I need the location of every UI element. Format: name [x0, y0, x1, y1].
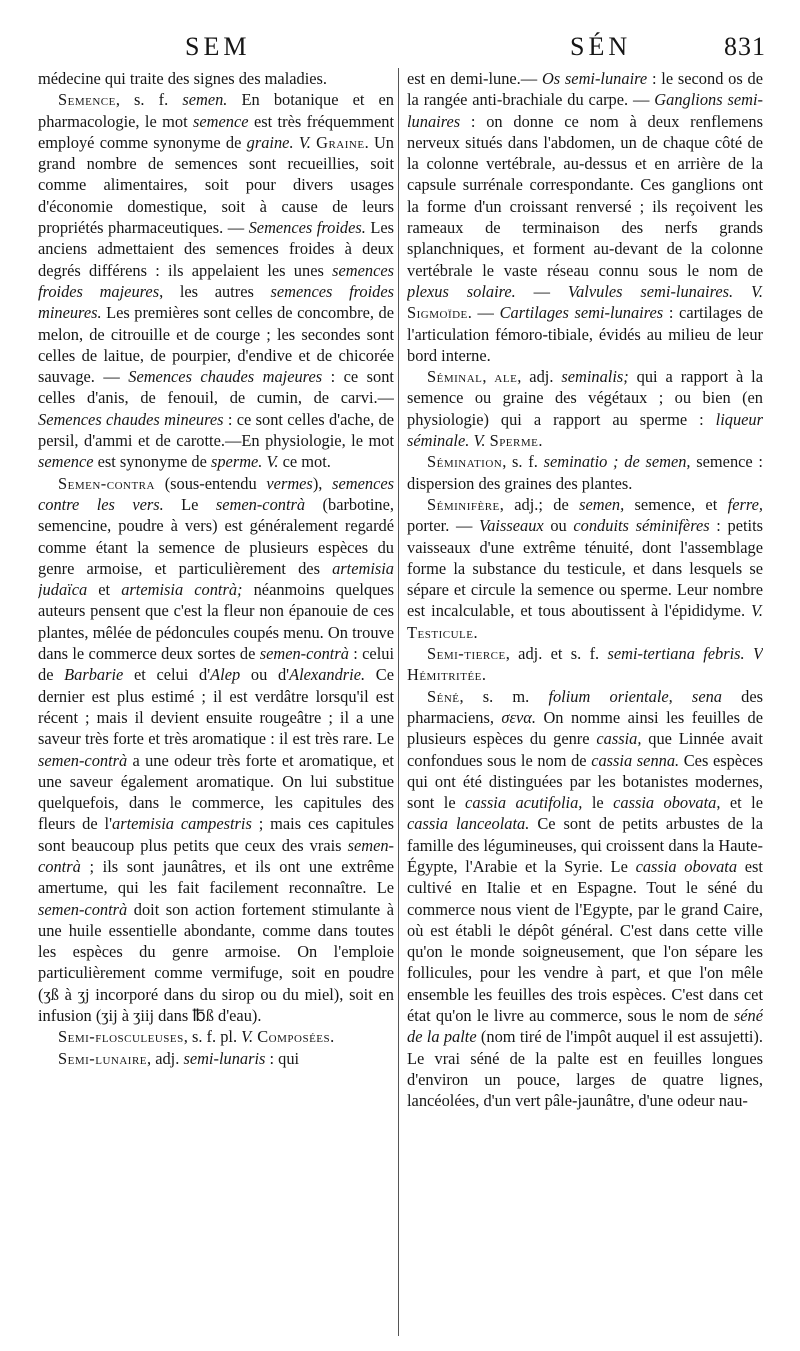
dictionary-entry — [38, 89, 394, 472]
entry-text: : petits vaisseaux d'une extrême ténuité, dont l'assemblage forme la substance du testicule, et dans lesquels se sépare et circule la semence ou sperme. Leur nombre est incalculable, et tous aboutissent à l'épididyme. — [407, 516, 763, 621]
entry-text: des pharmaciens, — [407, 686, 763, 727]
italic-text: semen, — [579, 494, 625, 514]
entry-text: : cartilages de l'articulation fémoro-tibiale, évidés au milieu de leur bord interne. — [407, 303, 763, 365]
entry-text: : celui de — [38, 644, 394, 685]
italic-text: cassia obovata — [635, 856, 738, 876]
entry-headword: Séné — [427, 686, 460, 706]
entry-text: Ce sont de petits arbustes de la famille des légumineuses, qui croissent dans la Haute-Égypte, l'Arabie et la Syrie. Le — [407, 814, 763, 876]
italic-text: Valvules semi-lunaires. V. — [567, 281, 763, 301]
italic-text: Semences chaudes majeures — [128, 367, 323, 387]
entry-text: ), — [312, 473, 333, 493]
header-left-word: SEM — [185, 32, 251, 61]
entry-text: (barbotine, semencine, poudre à vers) est généralement regardé comme étant la semence de plusieurs espèces du genre armoise, et particulièrement des — [38, 494, 394, 578]
entry-headword: Semi-flosculeuses — [58, 1027, 184, 1047]
italic-text: Alexandrie. — [289, 665, 366, 685]
entry-text: . — [330, 1027, 335, 1047]
italic-text: cassia, — [596, 729, 642, 749]
entry-text: et celui d' — [123, 665, 211, 685]
entry-text: , s. m. — [459, 686, 549, 706]
italic-text: folium orientale, sena — [548, 686, 722, 706]
italic-text: artemisia contrà; — [121, 580, 243, 600]
entry-text: — — [515, 281, 568, 301]
entry-headword: Semen-contra — [58, 473, 155, 493]
entry-text: ; mais ces capitules sont beaucoup plus petits que ceux des vrais — [38, 814, 394, 855]
dictionary-entry — [407, 686, 763, 1112]
entry-headword: Séminifère — [427, 494, 500, 514]
dictionary-entry — [407, 643, 763, 686]
italic-text: plexus solaire. — [407, 281, 516, 301]
entry-text: le — [582, 793, 614, 813]
italic-text: Barbarie — [64, 665, 124, 685]
entry-text: a une odeur très forte et aromatique, et une saveur également aromatique. On lui substitue quelquefois, dans le commerce, les capitules des fleurs de l' — [38, 750, 394, 834]
italic-text: artemisia judaïca — [38, 558, 394, 600]
italic-text: artemisia campestris — [112, 814, 252, 834]
dictionary-entry — [407, 366, 763, 451]
entry-text: Les anciens admettaient des semences froides à deux degrés différens : ils appelaient les unes — [38, 218, 394, 280]
entry-text: Ces espèces qui ont été distinguées par les botanistes modernes, sont le — [407, 750, 763, 813]
italic-text: semences froides majeures — [38, 260, 394, 301]
entry-text: : on donne ce nom à deux renflemens nerveux situés dans l'abdomen, un de chaque côté de la colonne vertébrale, au-dessus et en arrière de la capsule surrénale correspondante. Ces ganglions ont la forme d'un croissant renversé ; ils reçoivent les rameaux de terminaison des nerfs grands splanchniques, et forment au-devant de la colonne vertébrale le vaste réseau connu sous le nom de — [407, 111, 763, 280]
italic-text: semences contre les vers. — [38, 473, 394, 514]
dictionary-entry — [38, 473, 394, 1027]
entry-text: , adj. — [517, 367, 562, 387]
entry-text: (sous-entendu — [154, 473, 267, 493]
entry-text: Le — [163, 494, 216, 514]
dictionary-entry — [38, 68, 394, 89]
entry-text: : ce sont celles d'ache, de persil, d'ammi et de carotte.—En physiologie, le mot — [38, 409, 394, 451]
italic-text: Alep — [210, 665, 241, 685]
italic-text: cassia senna. — [591, 750, 680, 770]
entry-text: Les premières sont celles de concombre, de melon, de citrouille et de courge ; les secondes sont celles de laitue, de pourpier, d'endive et de chicorée sauvage. — — [38, 303, 394, 387]
entry-text: doit son action fortement stimulante à une huile essentielle abondante, comme dans toutes les espèces du genre armoise. On l'emploie particulièrement comme vermifuge, soit en poudre (ʒß à ʒj incorporé dans du sirop ou du miel), soit en infusion (ʒij à ʒiij dans ℔ß d'eau). — [38, 899, 394, 1026]
entry-text: . Un grand nombre de semences sont recueillies, soit comme alimentaires, soit pour divers usages d'économie domestique, soit à cause de leurs propriétés pharmaceutiques. — — [38, 132, 394, 238]
entry-headword: ale — [494, 367, 518, 387]
italic-text: conduits séminifères — [573, 516, 710, 536]
italic-text: V. — [241, 1027, 254, 1047]
page-number: 831 — [724, 32, 766, 61]
italic-text: semi-tertiana febris. V — [607, 644, 763, 664]
entry-headword: Semi-lunaire — [58, 1048, 148, 1068]
entry-headword: Semence — [58, 90, 116, 110]
entry-text: , adj. — [147, 1048, 184, 1068]
dictionary-entry — [407, 451, 763, 494]
entry-text: et — [87, 580, 122, 600]
entry-headword: Composées — [257, 1027, 331, 1047]
italic-text: V. — [751, 601, 763, 621]
italic-text: Vaisseaux — [479, 516, 544, 536]
header-right-word: SÉN — [570, 32, 632, 61]
entry-text: : qui — [265, 1048, 300, 1068]
entry-headword: Sigmoïde — [407, 303, 468, 323]
entry-headword: Graine — [316, 132, 365, 152]
italic-text: semen-contrà — [259, 644, 349, 664]
entry-text: , et le — [716, 793, 763, 813]
italic-text: semen-contrà — [215, 494, 306, 514]
entry-text: . — [481, 665, 486, 685]
italic-text: liqueur séminale. V. — [407, 409, 763, 451]
entry-text: , adj.; de — [499, 494, 580, 514]
entry-headword: Sperme — [489, 431, 539, 451]
dictionary-entry — [407, 68, 763, 366]
italic-text: vermes — [266, 473, 313, 493]
entry-text: porter. — — [407, 516, 480, 536]
entry-text: semence, et — [624, 494, 728, 514]
italic-text: σενα. — [501, 707, 536, 727]
entry-text: ou d' — [240, 665, 290, 685]
entry-text: On nomme ainsi les feuilles de plusieurs espèces du genre — [407, 707, 763, 749]
italic-text: cassia lanceolata. — [407, 814, 530, 834]
entry-text: semence : dispersion des graines des plantes. — [407, 452, 763, 493]
italic-text: semence — [38, 452, 94, 472]
entry-headword: Semi-tierce — [427, 644, 506, 664]
entry-text: qui a rapport à la semence ou graine des végétaux ; ou bien (en physiologie) qui a rapport au sperme : — [407, 367, 763, 429]
entry-headword: Hémitritée — [407, 665, 482, 685]
entry-text: , adj. et s. f. — [505, 644, 608, 664]
entry-headword: Séminal — [427, 367, 483, 387]
entry-text: ce mot. — [278, 452, 331, 472]
entry-text: . — [538, 431, 543, 451]
italic-text: semen-contrà — [38, 835, 394, 876]
italic-text: seminatio ; de semen, — [543, 452, 691, 472]
dictionary-entry — [38, 1048, 394, 1069]
entry-text: : ce sont celles d'anis, de fenouil, de cumin, de carvi.— — [38, 367, 394, 408]
entry-text: , les autres — [159, 281, 271, 301]
running-header — [30, 24, 766, 64]
italic-text: Cartilages semi-lunaires — [499, 303, 664, 323]
entry-text: En botanique et en pharmacologie, le mot — [38, 90, 394, 131]
italic-text: semi-lunaris — [183, 1048, 266, 1068]
italic-text: cassia obovata — [613, 793, 717, 813]
italic-text: Os semi-lunaire — [541, 69, 648, 88]
entry-text: , s. f. pl. — [183, 1027, 242, 1047]
entry-text: est cultivé en Italie et en Espagne. Tout le séné du commerce nous vient de l'Egypte, par le grand Caire, où est établi le dépôt général. C'est dans cette ville qu'on le monde soigneusement, que l'on sépare les follicules, pour les vendre à part, et que l'on mêle ensemble les feuilles des trois espèces. C'est dans cet état qu'on le livre au commerce, sous le nom de — [407, 856, 763, 1026]
entry-text: médecine qui traite des signes des maladies. — [38, 69, 328, 88]
italic-text: séné de la palte — [407, 1006, 763, 1047]
left-column — [38, 68, 394, 1338]
entry-text: ; ils sont jaunâtres, et ils ont une extrême amertume, qui les fait facilement reconnaître. Le — [38, 856, 394, 898]
italic-text: seminalis; — [561, 367, 629, 387]
entry-text: , s. f. — [502, 452, 544, 472]
entry-text: est en demi-lune.— — [407, 69, 542, 88]
italic-text: Semences froides. — [248, 218, 366, 238]
entry-text: , s. f. — [115, 90, 183, 110]
entry-text: , — [482, 367, 495, 387]
entry-text: néanmoins quelques auteurs pensent que c'est la fleur non épanouie de ces plantes, mêlée de pédoncules coupés menu. On trouve dans le commerce deux sortes de — [38, 580, 394, 664]
entry-text: : le second os de la rangée anti-brachiale du carpe. — — [407, 69, 763, 110]
italic-text: ferre, — [727, 494, 763, 514]
entry-text: est très fréquemment employé comme synonyme de — [38, 111, 394, 152]
italic-text: Semences chaudes mineures — [38, 409, 224, 429]
entry-text: est synonyme de — [93, 452, 211, 472]
italic-text: sperme. V. — [210, 452, 279, 472]
italic-text: semen-contrà — [38, 899, 128, 919]
entry-headword: Sémination — [427, 452, 503, 472]
italic-text: Ganglions semi-lunaires — [407, 90, 763, 131]
italic-text: semen. — [182, 90, 228, 110]
entry-text: ou — [543, 516, 574, 536]
italic-text: graine. V. — [246, 132, 311, 152]
italic-text: semence — [193, 111, 249, 131]
right-column — [407, 68, 763, 1338]
entry-text: . — [473, 622, 478, 642]
italic-text: semences froides mineures. — [38, 281, 394, 323]
entry-text: . — — [467, 303, 500, 323]
entry-text: (nom tiré de l'impôt auquel il est assujetti). Le vrai séné de la palte est en feuilles longues d'environ un pouce, larges de quatre lignes, lancéolées, d'un vert pâle-jaunâtre, d'une odeur nau- — [407, 1027, 763, 1111]
entry-text: Ce dernier est plus estimé ; il est verdâtre lorsqu'il est récent ; mais il devient ensuite rougeâtre ; il a une saveur très forte et très aromatique : il est très rare. Le — [38, 665, 394, 749]
dictionary-entry — [407, 494, 763, 643]
italic-text: semen-contrà — [38, 750, 128, 770]
italic-text: cassia acutifolia, — [465, 793, 583, 813]
dictionary-entry — [38, 1026, 394, 1047]
entry-headword: Testicule — [407, 622, 474, 642]
column-divider — [398, 68, 399, 1336]
entry-text: que Linnée avait confondues sous le nom de — [407, 729, 763, 770]
